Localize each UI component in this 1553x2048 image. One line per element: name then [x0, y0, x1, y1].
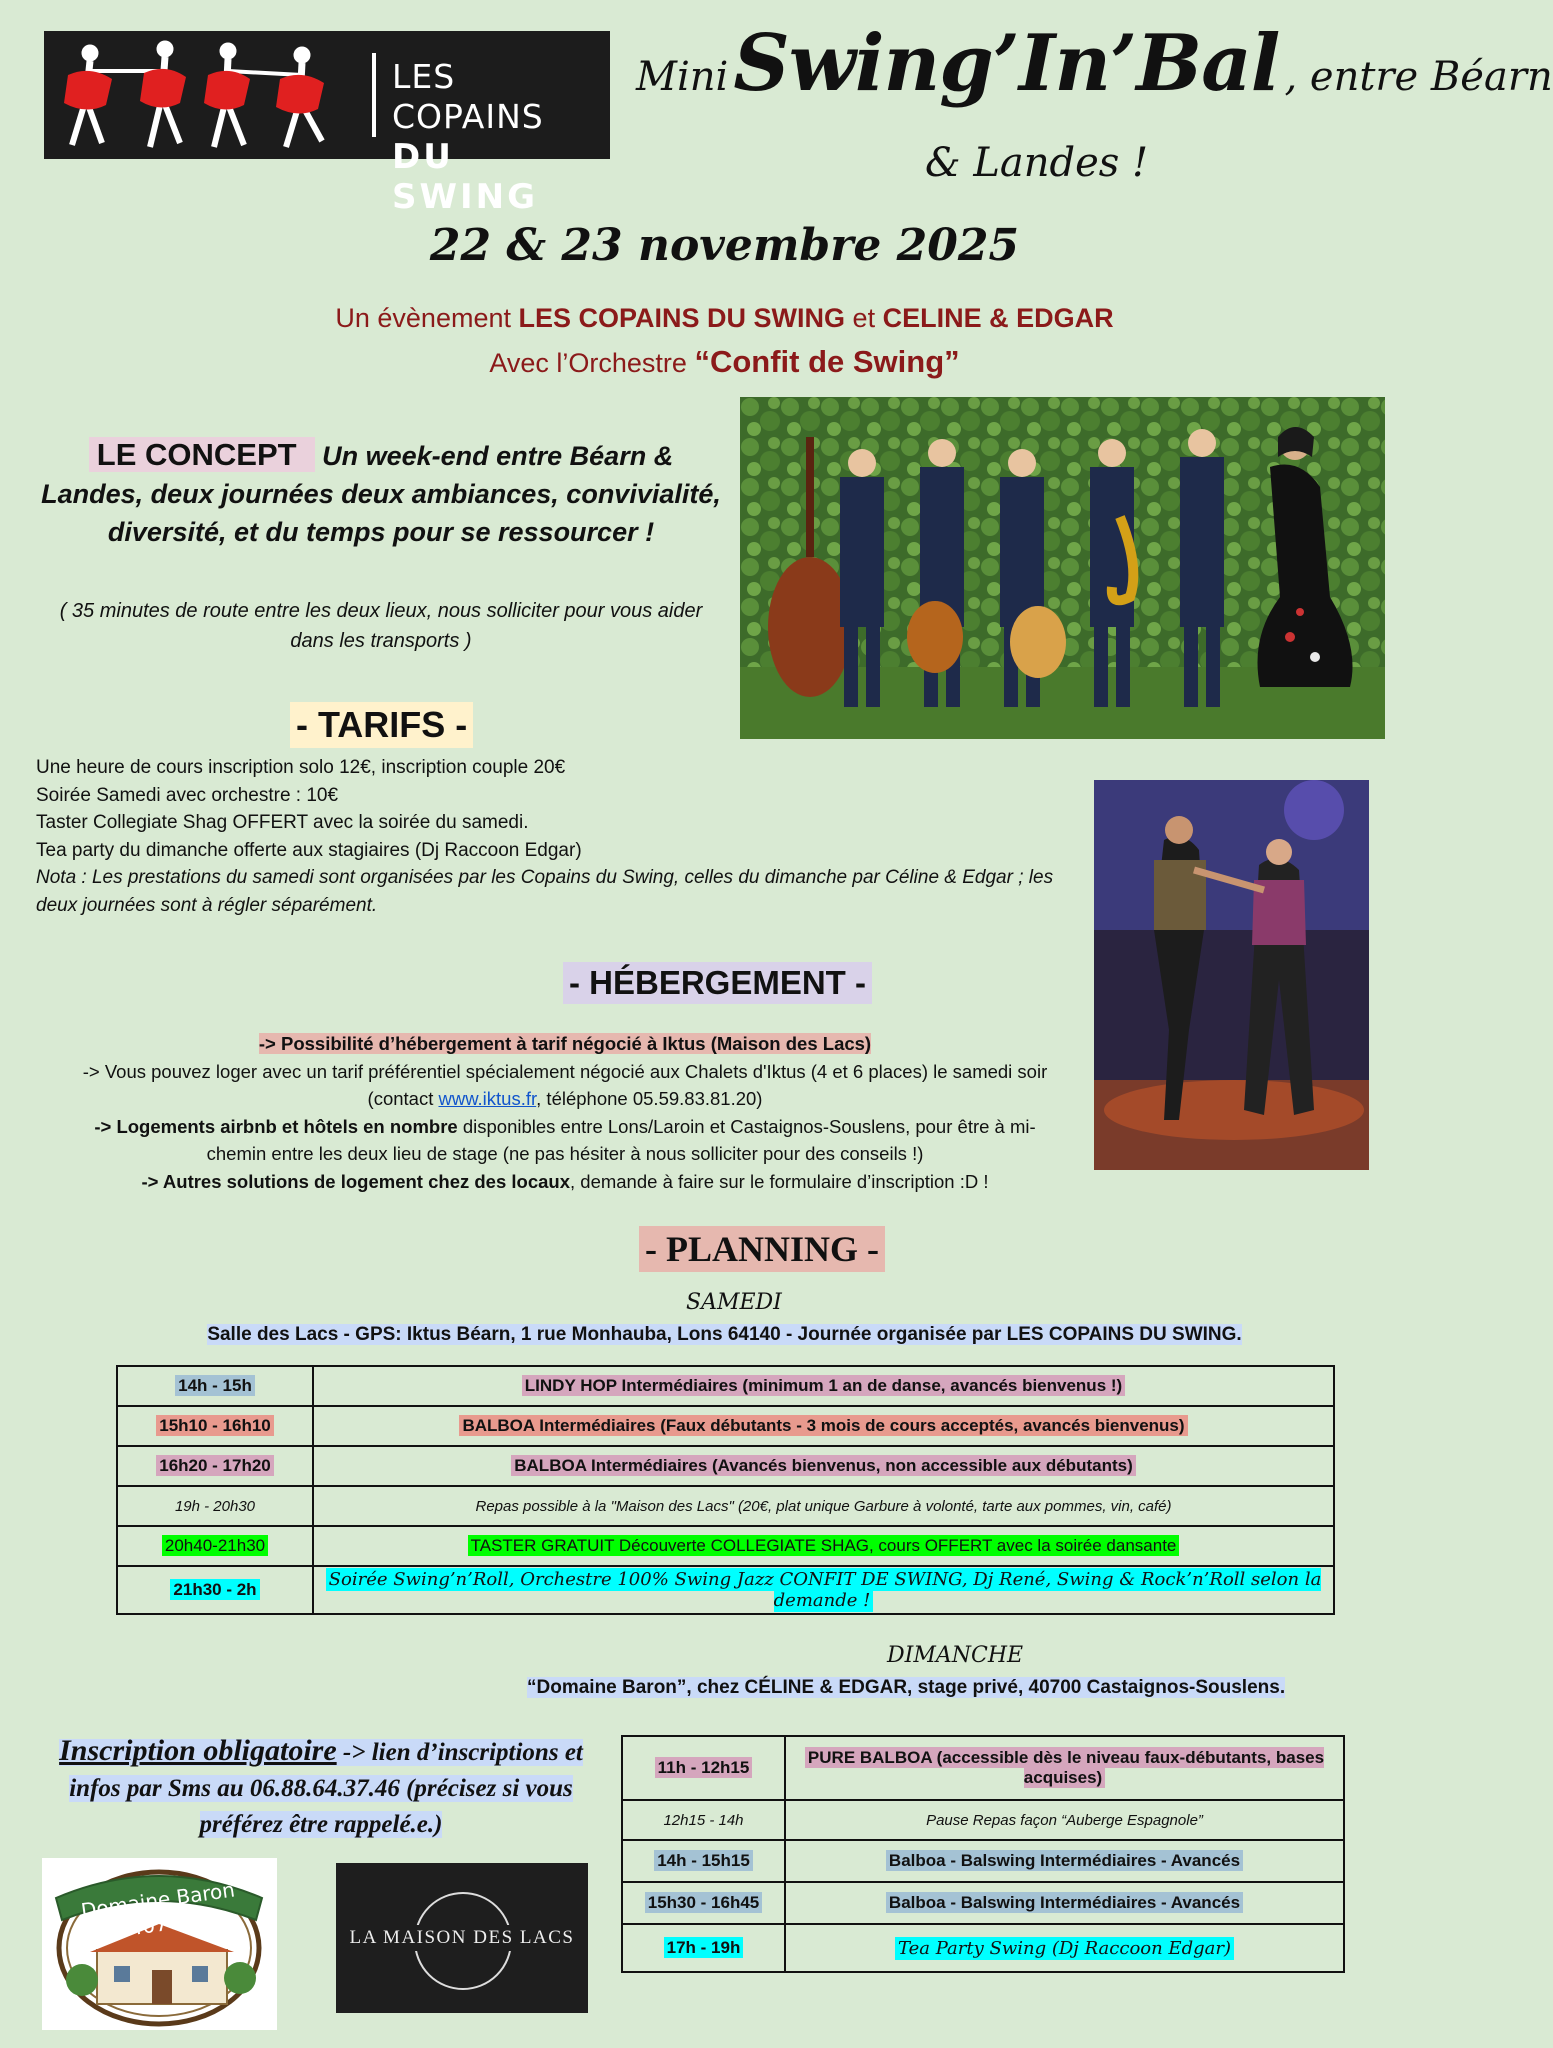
- event-title: [636, 18, 1553, 109]
- schedule-time: 12h15 - 14h: [663, 1811, 744, 1829]
- title-suffix: , entre Béarn: [1284, 54, 1553, 100]
- contact-prefix: (contact: [367, 1088, 439, 1109]
- samedi-venue-text: Salle des Lacs - GPS: Iktus Béarn, 1 rue Monhauba, Lons 64140 - Journée organisée par LES COPAINS DU SWING.: [207, 1324, 1242, 1345]
- hebergement-heading: - HÉBERGEMENT -: [563, 962, 872, 1004]
- table-row: [622, 1840, 1344, 1882]
- schedule-desc: PURE BALBOA (accessible dès le niveau faux-débutants, bases acquises): [805, 1747, 1324, 1788]
- schedule-desc: Tea Party Swing (Dj Raccoon Edgar): [895, 1937, 1234, 1960]
- table-row: [622, 1736, 1344, 1800]
- schedule-time: 17h - 19h: [664, 1937, 744, 1958]
- table-row: [622, 1924, 1344, 1972]
- table-row: [117, 1366, 1334, 1406]
- table-row: [117, 1486, 1334, 1526]
- concept-note: ( 35 minutes de route entre les deux lieux, nous solliciter pour vous aider dans les transports ): [59, 600, 703, 652]
- les-copains-logo: [44, 31, 610, 217]
- contact-suffix: , téléphone 05.59.83.81.20): [536, 1088, 763, 1109]
- logo-divider: [372, 53, 376, 137]
- band-photo: [740, 397, 1385, 739]
- logo-line2: DU SWING: [392, 137, 539, 217]
- hebergement-block: [50, 1030, 1080, 1195]
- dancers-icon: [50, 35, 360, 155]
- schedule-desc: BALBOA Intermédiaires (Faux débutants - 3 mois de cours acceptés, avancés bienvenus): [459, 1415, 1187, 1436]
- title-prefix: Mini: [636, 54, 729, 100]
- maison-des-lacs-text: LA MAISON DES LACS: [336, 1925, 588, 1951]
- planning-heading: - PLANNING -: [639, 1226, 885, 1272]
- organizer-2: CELINE & EDGAR: [882, 303, 1114, 333]
- schedule-time: 21h30 - 2h: [170, 1579, 259, 1600]
- tarifs-block: [36, 754, 1076, 919]
- tarif-line: Taster Collegiate Shag OFFERT avec la soirée du samedi.: [36, 812, 529, 833]
- inscription-text: -> lien d’inscriptions et infos par Sms au 06.88.64.37.46 (précisez si vous préférez être rappelé.e.): [69, 1739, 583, 1838]
- tarif-line: Tea party du dimanche offerte aux stagiaires (Dj Raccoon Edgar): [36, 839, 582, 861]
- iktus-offer-text: -> Vous pouvez loger avec un tarif préférentiel spécialement négocié aux Chalets d'Iktus (4 et 6 places) le samedi soir: [82, 1060, 1048, 1082]
- orchestra-name: “Confit de Swing”: [694, 344, 960, 379]
- maison-des-lacs-logo: [336, 1863, 588, 2013]
- schedule-desc: Pause Repas façon “Auberge Espagnole”: [926, 1811, 1203, 1829]
- locals-title: -> Autres solutions de logement chez des locaux: [141, 1170, 570, 1192]
- orchestra-line: [0, 344, 1449, 380]
- dimanche-label: DIMANCHE: [887, 1643, 1024, 1668]
- samedi-venue: [0, 1324, 1449, 1346]
- schedule-time: 15h30 - 16h45: [645, 1892, 763, 1913]
- tarif-line: Une heure de cours inscription solo 12€, inscription couple 20€: [36, 757, 566, 778]
- organizers-prefix: Un évènement: [335, 303, 511, 333]
- concept-text: Un week-end entre Béarn & Landes, deux journées deux ambiances, convivialité, diversité, et du temps pour se ressourcer !: [41, 441, 721, 547]
- schedule-time: 11h - 12h15: [655, 1757, 753, 1778]
- logo-wordmark: [392, 57, 610, 217]
- schedule-desc: Balboa - Balswing Intermédiaires - Avancés: [886, 1850, 1243, 1871]
- schedule-time: 19h - 20h30: [174, 1497, 256, 1515]
- organizer-1: LES COPAINS DU SWING: [518, 303, 846, 333]
- schedule-desc: BALBOA Intermédiaires (Avancés bienvenus, non accessible aux débutants): [511, 1455, 1135, 1476]
- concept-heading: LE CONCEPT: [89, 437, 315, 472]
- schedule-desc: LINDY HOP Intermédiaires (minimum 1 an de danse, avancés bienvenus !): [522, 1375, 1125, 1396]
- iktus-offer-title: -> Possibilité d’hébergement à tarif négocié à Iktus (Maison des Lacs): [258, 1033, 872, 1054]
- schedule-time: 14h - 15h15: [654, 1850, 753, 1871]
- inscription-block: [36, 1733, 606, 1843]
- table-row: [117, 1566, 1334, 1614]
- dimanche-venue: [527, 1677, 1285, 1699]
- orchestra-prefix: Avec l’Orchestre: [489, 348, 687, 378]
- concept-block: [36, 436, 726, 551]
- organizers-and: et: [852, 303, 876, 333]
- organizers-line: [0, 303, 1449, 334]
- schedule-desc: Balboa - Balswing Intermédiaires - Avancés: [886, 1892, 1243, 1913]
- domaine-baron-logo: [42, 1858, 277, 2030]
- schedule-desc: TASTER GRATUIT Découverte COLLEGIATE SHAG, cours OFFERT avec la soirée dansante: [468, 1535, 1180, 1556]
- table-row: [622, 1800, 1344, 1840]
- tarifs-heading: - TARIFS -: [290, 702, 473, 748]
- table-row: [117, 1446, 1334, 1486]
- domaine-baron-text: Domaine Baron 40700: [79, 1877, 237, 1941]
- tarif-line: Soirée Samedi avec orchestre : 10€: [36, 784, 339, 806]
- iktus-link[interactable]: www.iktus.fr: [438, 1088, 537, 1109]
- event-date: 22 & 23 novembre 2025: [429, 220, 1020, 271]
- airbnb-info: [50, 1113, 1080, 1168]
- inscription-heading: Inscription obligatoire: [59, 1734, 337, 1767]
- samedi-schedule-table: [116, 1365, 1335, 1615]
- table-row: [117, 1406, 1334, 1446]
- locals-info: [50, 1168, 1080, 1196]
- schedule-time: 15h10 - 16h10: [156, 1415, 274, 1436]
- title-main: Swing’In’Bal: [733, 18, 1280, 109]
- table-row: [117, 1526, 1334, 1566]
- schedule-time: 14h - 15h: [175, 1375, 255, 1396]
- locals-text: , demande à faire sur le formulaire d’inscription :D !: [570, 1170, 989, 1192]
- dance-photo: [1094, 780, 1369, 1170]
- airbnb-text: disponibles entre Lons/Laroin et Castaignos-Souslens, pour être à mi-chemin entre les deux lieu de stage (ne pas hésiter à nous solliciter pour des conseils !): [206, 1115, 1036, 1164]
- schedule-time: 16h20 - 17h20: [156, 1455, 274, 1476]
- dimanche-venue-text: “Domaine Baron”, chez CÉLINE & EDGAR, stage privé, 40700 Castaignos-Souslens.: [527, 1677, 1286, 1698]
- iktus-contact: [50, 1085, 1080, 1113]
- title-line2: & Landes !: [925, 140, 1149, 186]
- schedule-desc: Repas possible à la "Maison des Lacs" (20€, plat unique Garbure à volonté, tarte aux pommes, vin, café): [475, 1497, 1172, 1515]
- airbnb-title: -> Logements airbnb et hôtels en nombre: [94, 1115, 458, 1137]
- table-row: [622, 1882, 1344, 1924]
- tarif-nota: Nota : Les prestations du samedi sont organisées par les Copains du Swing, celles du dimanche par Céline & Edgar ; les deux journées sont à régler séparément.: [36, 867, 1054, 916]
- samedi-label: SAMEDI: [686, 1290, 782, 1315]
- dimanche-schedule-table: [621, 1735, 1345, 1973]
- schedule-desc: Soirée Swing’n’Roll, Orchestre 100% Swing Jazz CONFIT DE SWING, Dj René, Swing & Rock’n’Roll selon la demande !: [326, 1568, 1322, 1612]
- schedule-time: 20h40-21h30: [162, 1535, 268, 1556]
- logo-line1: LES COPAINS: [392, 57, 544, 136]
